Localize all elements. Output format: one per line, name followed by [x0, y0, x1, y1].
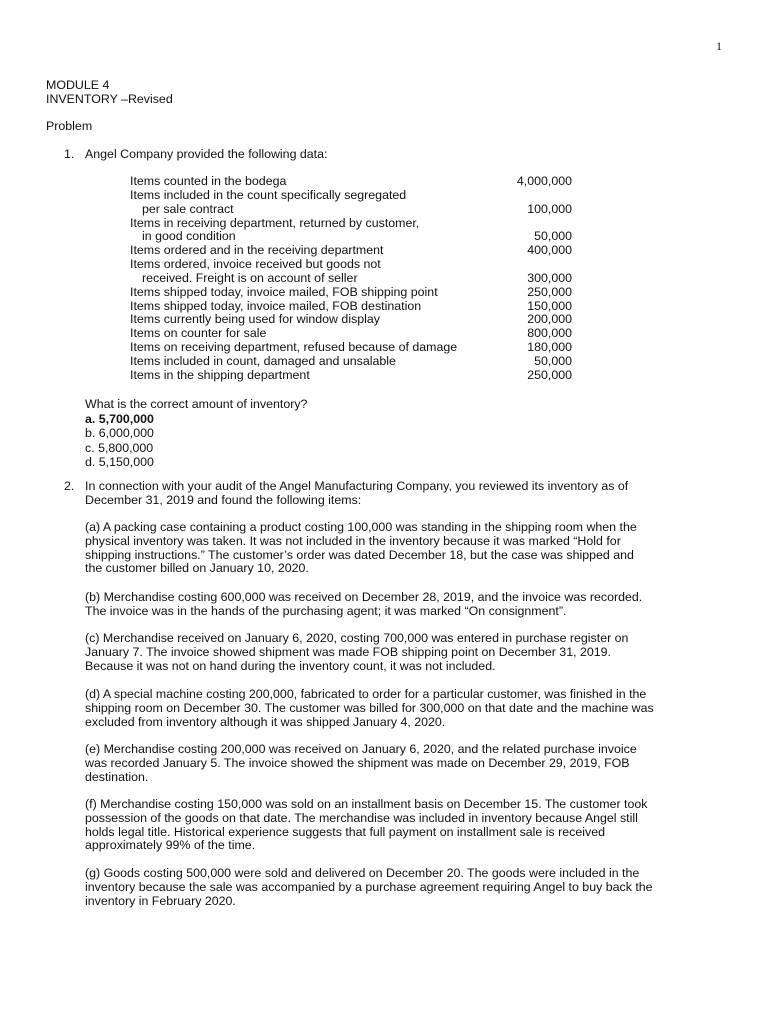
text-line: possession of the goods on that date. The merchandise was included in inventory because Angel still [85, 810, 638, 825]
text-line: shipping room on December 30. The customer was billed for 300,000 on that date and the machine was [85, 700, 654, 715]
intro-line: December 31, 2019 and found the following items: [85, 492, 362, 507]
text-line: inventory because the sale was accompanied by a purchase agreement requiring Angel to buy back the [85, 879, 653, 894]
table-row [130, 369, 572, 383]
row-label: Items ordered, invoice received but goods not [130, 257, 381, 272]
row-label: Items currently being used for window display [130, 312, 380, 327]
row-label: Items shipped today, invoice mailed, FOB destination [130, 298, 422, 313]
document-header [46, 78, 173, 106]
table-row [130, 244, 572, 258]
text-line: (b) Merchandise costing 600,000 was received on December 28, 2019, and the invoice was recorded. [85, 590, 643, 604]
question-2-intro [85, 480, 715, 508]
item-e [85, 743, 725, 784]
text-line: the customer billed on January 10, 2020. [85, 561, 309, 576]
table-row [130, 203, 572, 217]
row-amount: 180,000 [527, 340, 572, 355]
text-line: holds legal title. Historical experience suggests that full payment on installment sale is received [85, 824, 605, 839]
choice-b: b. 6,000,000 [85, 426, 154, 441]
page-number: 1 [716, 39, 722, 53]
row-label: Items included in the count specifically segregated [130, 187, 407, 202]
text-line: destination. [85, 769, 149, 784]
text-line: (a) A packing case containing a product costing 100,000 was standing in the shipping room when the [85, 520, 637, 534]
row-label: Items on counter for sale [130, 326, 267, 341]
table-row [130, 286, 572, 300]
text-line: physical inventory was taken. It was not included in the inventory because it was marked “Hold for [85, 533, 621, 548]
text-line: (d) A special machine costing 200,000, fabricated to order for a particular customer, was finished in the [85, 687, 647, 701]
choice-a-correct: a. 5,700,000 [85, 411, 154, 426]
row-label: Items included in count, damaged and unsalable [130, 353, 396, 368]
table-row [130, 258, 572, 272]
text-line: The invoice was in the hands of the purchasing agent; it was marked “On consignment”. [85, 603, 567, 618]
text-line: January 7. The invoice showed shipment was made FOB shipping point on December 31, 2019. [85, 644, 611, 659]
module-title: MODULE 4 [46, 78, 110, 92]
row-label: in good condition [142, 229, 236, 244]
table-row [130, 327, 572, 341]
row-label: Items ordered and in the receiving department [130, 243, 384, 258]
inventory-data-table [130, 175, 572, 383]
question-1-prompt: Angel Company provided the following data: [85, 147, 328, 161]
item-a [85, 521, 725, 576]
table-row [130, 313, 572, 327]
row-amount: 250,000 [527, 367, 572, 382]
row-amount: 4,000,000 [516, 174, 572, 188]
row-amount [502, 217, 572, 231]
text-line: (f) Merchandise costing 150,000 was sold on an installment basis on December 15. The customer took [85, 797, 648, 811]
row-amount: 300,000 [527, 270, 572, 285]
table-row [130, 217, 572, 231]
question-1-choices [85, 397, 307, 470]
question-1-question: What is the correct amount of inventory? [85, 397, 308, 411]
row-label: Items in receiving department, returned by customer, [130, 215, 420, 230]
text-line: (e) Merchandise costing 200,000 was received on January 6, 2020, and the related purchase invoice [85, 742, 637, 756]
table-row [130, 272, 572, 286]
row-amount: 150,000 [527, 298, 572, 313]
text-line: was recorded January 5. The invoice showed the shipment was made on December 29, 2019, FOB [85, 755, 630, 770]
row-label: per sale contract [142, 201, 234, 216]
row-label: Items shipped today, invoice mailed, FOB shipping point [130, 284, 438, 299]
module-subtitle: INVENTORY –Revised [46, 92, 173, 106]
intro-line: In connection with your audit of the Angel Manufacturing Company, you reviewed its inventory as of [85, 479, 629, 493]
choice-d: d. 5,150,000 [85, 455, 154, 470]
item-b [85, 591, 725, 619]
choice-c: c. 5,800,000 [85, 440, 154, 455]
row-amount: 50,000 [534, 353, 572, 368]
text-line: inventory in February 2020. [85, 893, 236, 908]
text-line: Because it was not on hand during the inventory count, it was not included. [85, 658, 496, 673]
item-f [85, 798, 725, 853]
table-row [130, 175, 572, 189]
item-c [85, 632, 725, 673]
text-line: (g) Goods costing 500,000 were sold and delivered on December 20. The goods were included in the [85, 866, 640, 880]
row-label: Items in the shipping department [130, 367, 310, 382]
row-amount: 800,000 [527, 326, 572, 341]
question-1-number: 1. [64, 147, 75, 161]
text-line: shipping instructions.” The customer’s order was dated December 18, but the case was shipped and [85, 547, 634, 562]
row-label: received. Freight is on account of seller [142, 270, 358, 285]
row-label: Items on receiving department, refused because of damage [130, 340, 458, 355]
row-amount: 50,000 [534, 229, 572, 244]
row-label: Items counted in the bodega [130, 174, 287, 188]
text-line: (c) Merchandise received on January 6, 2020, costing 700,000 was entered in purchase register on [85, 631, 629, 645]
row-amount [502, 189, 572, 203]
table-row [130, 189, 572, 203]
question-2-number: 2. [64, 479, 75, 493]
table-row [130, 355, 572, 369]
row-amount: 100,000 [527, 201, 572, 216]
row-amount: 250,000 [527, 284, 572, 299]
table-row [130, 230, 572, 244]
row-amount: 400,000 [527, 243, 572, 258]
item-g [85, 867, 725, 908]
text-line: excluded from inventory although it was shipped January 4, 2020. [85, 714, 446, 729]
table-row [130, 300, 572, 314]
row-amount: 200,000 [527, 312, 572, 327]
item-d [85, 688, 725, 729]
row-amount [502, 258, 572, 272]
text-line: approximately 99% of the time. [85, 838, 256, 853]
table-row [130, 341, 572, 355]
problem-heading: Problem [46, 119, 93, 133]
